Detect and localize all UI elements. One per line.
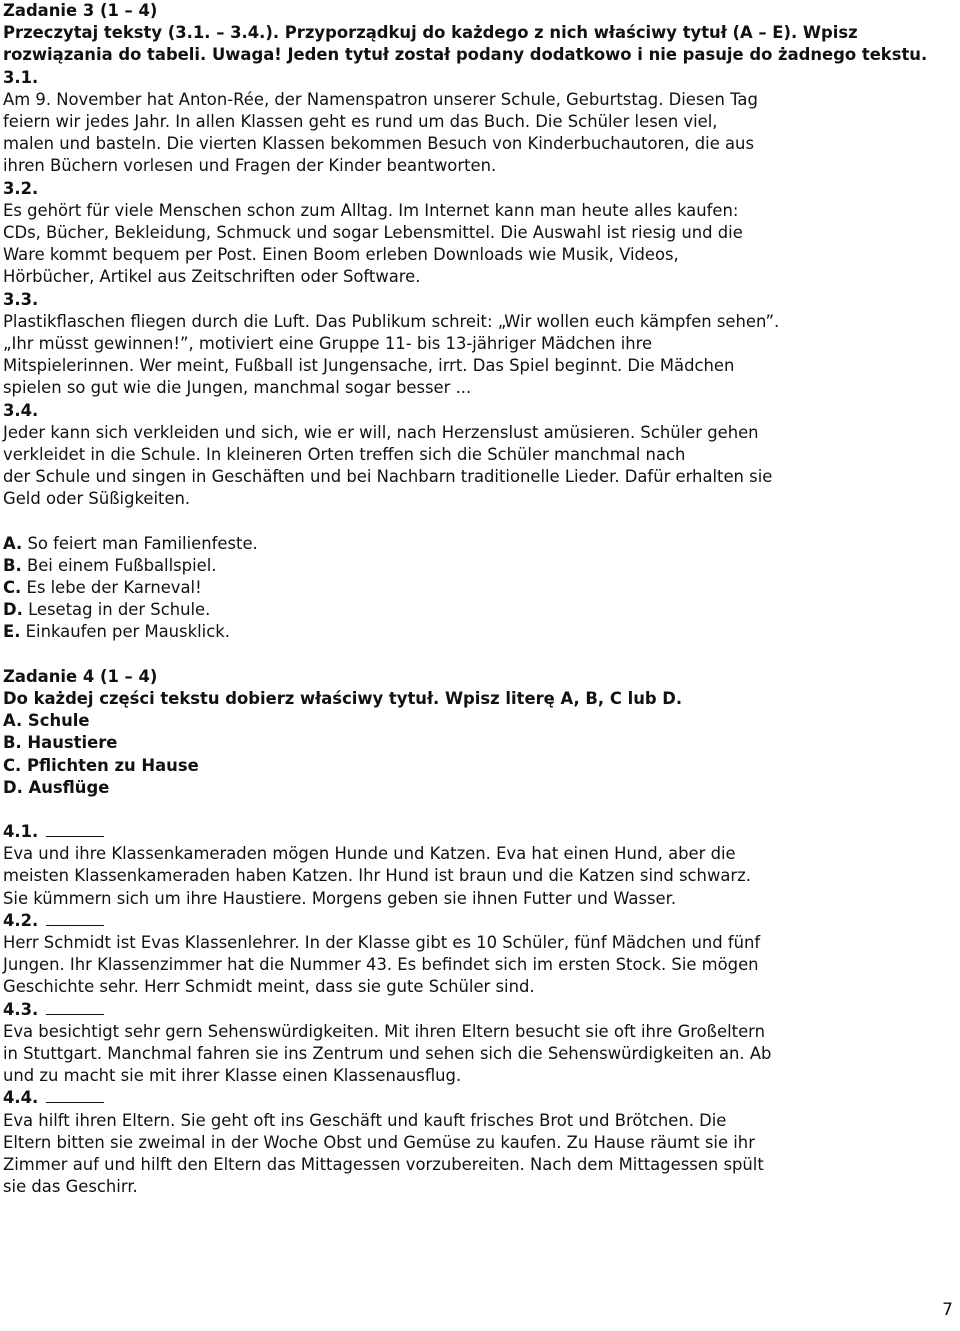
text-line: Zimmer auf und hilft den Eltern das Mittagessen vorzubereiten. Nach dem Mittagessen spült bbox=[3, 1154, 764, 1174]
task3-heading bbox=[3, 0, 953, 67]
task3-text-3-1 bbox=[3, 67, 953, 178]
text-number: 3.2. bbox=[3, 178, 39, 198]
text-number: 3.1. bbox=[3, 67, 39, 87]
option-letter: A. bbox=[3, 533, 23, 553]
text-line: Sie kümmern sich um ihre Haustiere. Morgens geben sie ihnen Futter und Wasser. bbox=[3, 888, 677, 908]
text-line: Eva und ihre Klassenkameraden mögen Hunde und Katzen. Eva hat einen Hund, aber die bbox=[3, 844, 736, 864]
text-number: 4.1. bbox=[3, 821, 39, 841]
answer-blank[interactable] bbox=[46, 1000, 104, 1015]
task3-instruction-line: rozwiązania do tabeli. Uwaga! Jeden tytuł został podany dodatkowo i nie pasuje do żadnego tekstu. bbox=[3, 45, 928, 65]
text-line: ihren Büchern vorlesen und Fragen der Kinder beantworten. bbox=[3, 156, 497, 176]
task4-title-option: D. Ausflüge bbox=[3, 777, 110, 797]
text-line: CDs, Bücher, Bekleidung, Schmuck und sogar Lebensmittel. Die Auswahl ist riesig und die bbox=[3, 223, 743, 243]
title-option bbox=[3, 599, 953, 621]
text-line: Eltern bitten sie zweimal in der Woche Obst und Gemüse zu kaufen. Zu Hause räumt sie ihr bbox=[3, 1132, 755, 1152]
text-number: 4.3. bbox=[3, 999, 39, 1019]
page-number: 7 bbox=[942, 1299, 953, 1320]
text-line: und zu macht sie mit ihrer Klasse einen Klassenausflug. bbox=[3, 1066, 462, 1086]
answer-blank[interactable] bbox=[46, 1088, 104, 1103]
text-line: Eva hilft ihren Eltern. Sie geht oft ins Geschäft und kauft frisches Brot und Brötchen. Die bbox=[3, 1110, 727, 1130]
option-text: So feiert man Familienfeste. bbox=[27, 533, 258, 553]
task4-title-option: B. Haustiere bbox=[3, 733, 118, 753]
text-number: 3.4. bbox=[3, 400, 39, 420]
title-option bbox=[3, 533, 953, 555]
text-number-with-blank bbox=[3, 821, 953, 843]
text-line: verkleidet in die Schule. In kleineren Orten treffen sich die Schüler manchmal nach bbox=[3, 445, 686, 465]
spacer bbox=[3, 799, 953, 821]
text-line: Jungen. Ihr Klassenzimmer hat die Nummer 43. Es befindet sich im ersten Stock. Sie mögen bbox=[3, 955, 759, 975]
option-text: Einkaufen per Mausklick. bbox=[25, 622, 230, 642]
text-line: sie das Geschirr. bbox=[3, 1177, 138, 1197]
spacer bbox=[3, 644, 953, 666]
text-line: Am 9. November hat Anton-Rée, der Namenspatron unserer Schule, Geburtstag. Diesen Tag bbox=[3, 89, 758, 109]
text-number: 3.3. bbox=[3, 289, 39, 309]
option-letter: E. bbox=[3, 622, 21, 642]
text-line: Hörbücher, Artikel aus Zeitschriften oder Software. bbox=[3, 267, 421, 287]
text-line: Es gehört für viele Menschen schon zum Alltag. Im Internet kann man heute alles kaufen: bbox=[3, 200, 739, 220]
text-number-with-blank bbox=[3, 1087, 953, 1109]
text-line: Jeder kann sich verkleiden und sich, wie er will, nach Herzenslust amüsieren. Schüler gehen bbox=[3, 422, 759, 442]
text-line: Mitspielerinnen. Wer meint, Fußball ist Jungensache, irrt. Das Spiel beginnt. Die Mädchen bbox=[3, 356, 735, 376]
text-line: Ware kommt bequem per Post. Einen Boom erleben Downloads wie Musik, Videos, bbox=[3, 245, 679, 265]
option-letter: D. bbox=[3, 600, 23, 620]
task4-text-4-3 bbox=[3, 999, 953, 1088]
answer-blank[interactable] bbox=[46, 911, 104, 926]
text-line: Plastikflaschen fliegen durch die Luft. Das Publikum schreit: „Wir wollen euch kämpfen sehen”. bbox=[3, 311, 780, 331]
text-number-with-blank bbox=[3, 999, 953, 1021]
text-line: meisten Klassenkameraden haben Katzen. Ihr Hund ist braun und die Katzen sind schwarz. bbox=[3, 866, 751, 886]
text-line: feiern wir jedes Jahr. In allen Klassen geht es rund um das Buch. Die Schüler lesen viel, bbox=[3, 112, 718, 132]
option-text: Bei einem Fußballspiel. bbox=[26, 555, 217, 575]
title-option bbox=[3, 555, 953, 577]
option-letter: B. bbox=[3, 555, 22, 575]
text-line: spielen so gut wie die Jungen, manchmal sogar besser ... bbox=[3, 378, 472, 398]
answer-blank[interactable] bbox=[46, 822, 104, 837]
text-line: der Schule und singen in Geschäften und bei Nachbarn traditionelle Lieder. Dafür erhalten sie bbox=[3, 467, 773, 487]
task3-text-3-4 bbox=[3, 400, 953, 511]
title-option bbox=[3, 577, 953, 599]
text-line: „Ihr müsst gewinnen!”, motiviert eine Gruppe 11- bis 13-jähriger Mädchen ihre bbox=[3, 334, 653, 354]
task4-instruction: Do każdej części tekstu dobierz właściwy tytuł. Wpisz literę A, B, C lub D. bbox=[3, 688, 683, 708]
task3-instruction-line: Przeczytaj teksty (3.1. – 3.4.). Przyporządkuj do każdego z nich właściwy tytuł (A – E). Wpisz bbox=[3, 23, 858, 43]
title-option bbox=[3, 621, 953, 643]
text-line: Geld oder Süßigkeiten. bbox=[3, 489, 191, 509]
task4-text-4-4 bbox=[3, 1087, 953, 1198]
option-text: Es lebe der Karneval! bbox=[26, 578, 202, 598]
text-line: malen und basteln. Die vierten Klassen bekommen Besuch von Kinderbuchautoren, die aus bbox=[3, 134, 754, 154]
task3-text-3-2 bbox=[3, 178, 953, 289]
text-line: Geschichte sehr. Herr Schmidt meint, dass sie gute Schüler sind. bbox=[3, 977, 535, 997]
text-line: Eva besichtigt sehr gern Sehenswürdigkeiten. Mit ihren Eltern besucht sie oft ihre Großeltern bbox=[3, 1021, 765, 1041]
task4-title-option: C. Pflichten zu Hause bbox=[3, 755, 199, 775]
text-line: Herr Schmidt ist Evas Klassenlehrer. In der Klasse gibt es 10 Schüler, fünf Mädchen und fünf bbox=[3, 932, 761, 952]
text-line: in Stuttgart. Manchmal fahren sie ins Zentrum und sehen sich die Sehenswürdigkeiten an. Ab bbox=[3, 1043, 772, 1063]
spacer bbox=[3, 511, 953, 533]
task3-title: Zadanie 3 (1 – 4) bbox=[3, 1, 158, 20]
text-number: 4.2. bbox=[3, 910, 39, 930]
option-text: Lesetag in der Schule. bbox=[28, 600, 211, 620]
text-number: 4.4. bbox=[3, 1088, 39, 1108]
task4-text-4-1 bbox=[3, 821, 953, 910]
document-page bbox=[3, 0, 953, 1198]
task4-title-option: A. Schule bbox=[3, 711, 90, 731]
task4-text-4-2 bbox=[3, 910, 953, 999]
text-number-with-blank bbox=[3, 910, 953, 932]
option-letter: C. bbox=[3, 578, 22, 598]
task3-title-options bbox=[3, 533, 953, 644]
task4-heading bbox=[3, 666, 953, 799]
task4-title: Zadanie 4 (1 – 4) bbox=[3, 666, 158, 686]
task3-text-3-3 bbox=[3, 289, 953, 400]
